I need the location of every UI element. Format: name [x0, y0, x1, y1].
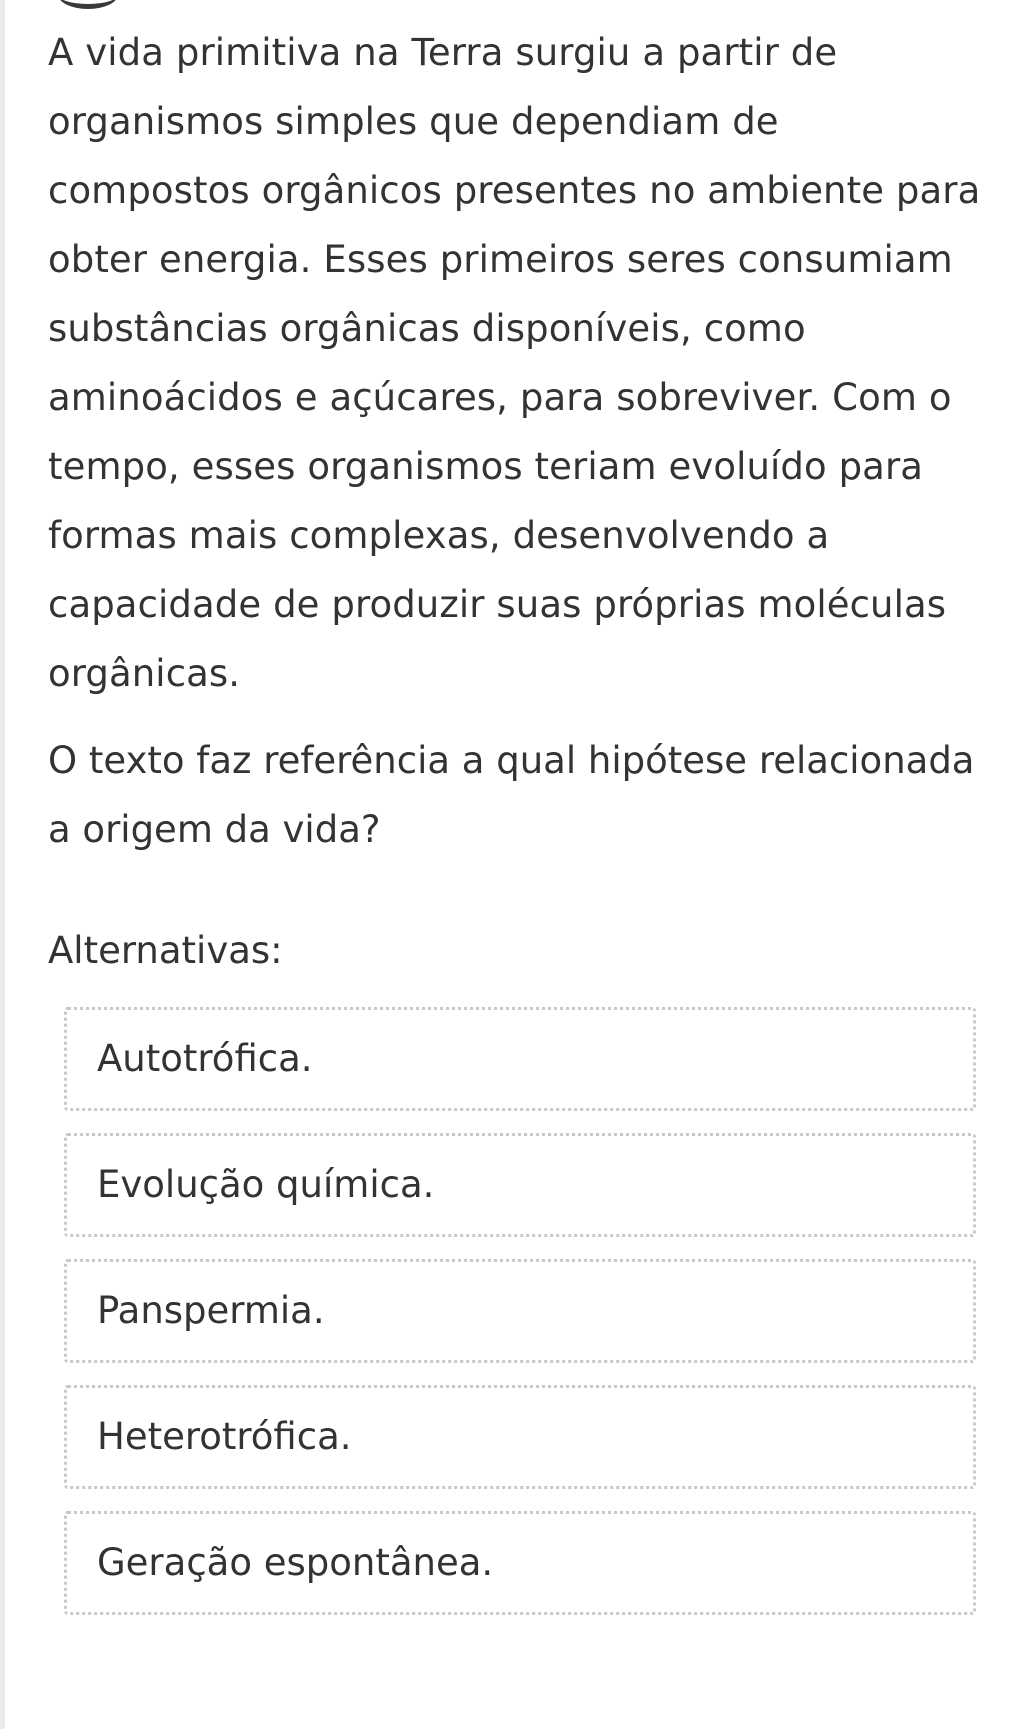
question-content — [48, 18, 988, 1615]
page-left-edge — [0, 0, 5, 1729]
alternative-option[interactable] — [64, 1259, 976, 1363]
alternative-option[interactable] — [64, 1385, 976, 1489]
alternative-label: Geração espontânea. — [97, 1541, 494, 1584]
question-text: O texto faz referência a qual hipótese relacionada a origem da vida? — [48, 739, 975, 851]
alternative-label: Autotrófica. — [97, 1037, 313, 1080]
alternative-label: Heterotrófica. — [97, 1415, 352, 1458]
passage-text: A vida primitiva na Terra surgiu a partir de organismos simples que dependiam de compostos orgânicos presentes no ambiente para obter energia. Esses primeiros seres consumiam substâncias orgânicas disponíveis, como aminoácidos e açúcares, para sobreviver. Com o tempo, esses organismos teriam evoluído para formas mais complexas, desenvolvendo a capacidade de produzir suas próprias moléculas orgânicas. — [48, 31, 981, 695]
alternative-option[interactable] — [64, 1511, 976, 1615]
alternative-label: Panspermia. — [97, 1289, 325, 1332]
alternatives-heading: Alternativas: — [48, 929, 283, 972]
alternative-option[interactable] — [64, 1007, 976, 1111]
alternative-option[interactable] — [64, 1133, 976, 1237]
cropped-circle-icon — [58, 0, 118, 9]
alternatives-list — [64, 1007, 976, 1615]
alternative-label: Evolução química. — [97, 1163, 435, 1206]
